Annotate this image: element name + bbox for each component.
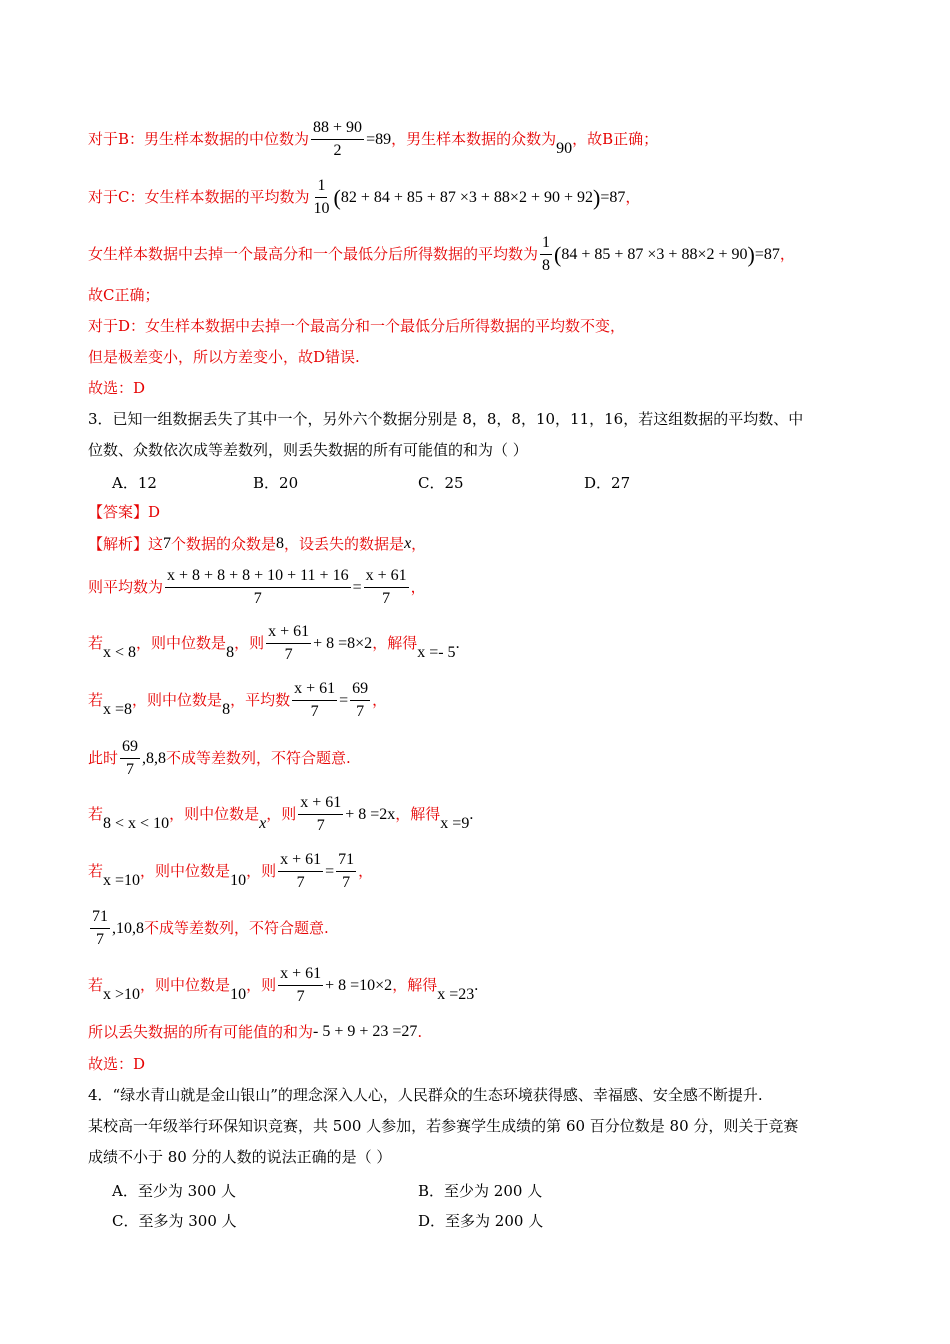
option-b-analysis — [88, 118, 658, 161]
equals-sign: = — [325, 862, 335, 880]
q4-option-b: B．至少为 200 人 — [418, 1182, 543, 1200]
denominator: 7 — [316, 817, 325, 834]
text: 这 — [148, 534, 164, 553]
text: ，解得 — [372, 634, 418, 653]
number: 8 — [276, 535, 285, 552]
text: 个数据的众数是 — [171, 534, 277, 553]
numerator: x + 61 — [364, 566, 409, 588]
q3-case-3 — [88, 793, 473, 836]
text: 若 — [88, 862, 104, 881]
denominator: 2 — [333, 142, 342, 159]
q2-choice: 故选：D — [88, 379, 146, 397]
fraction — [350, 679, 370, 722]
text: ，则中位数是 — [169, 805, 260, 824]
solution: x =- 5 — [417, 643, 456, 661]
numerator: x + 8 + 8 + 8 + 10 + 11 + 16 — [165, 566, 351, 588]
q3-analysis-intro — [88, 534, 426, 554]
text: ， — [411, 534, 427, 553]
mode-value: 90 — [556, 139, 573, 157]
text: ， — [410, 578, 426, 597]
denominator: 7 — [253, 590, 262, 607]
q3-option-a: A．12 — [112, 474, 157, 492]
condition: x =10 — [103, 871, 141, 889]
median: 10 — [230, 871, 247, 889]
denominator: 7 — [356, 703, 365, 720]
denominator: 7 — [296, 874, 305, 891]
solution: x =9 — [440, 814, 470, 832]
q3-case-4 — [88, 850, 373, 893]
equation-result: =87 — [754, 245, 780, 263]
text: ，则 — [234, 634, 265, 653]
text: 不成等差数列，不符合题意. — [144, 919, 329, 938]
fraction — [278, 964, 323, 1007]
q4-option-a: A．至少为 300 人 — [112, 1182, 236, 1200]
text: ， — [372, 691, 388, 710]
numerator: x + 61 — [292, 679, 337, 701]
text: 此时 — [88, 749, 119, 768]
q3-sum — [88, 1022, 422, 1042]
punctuation: . — [455, 634, 460, 652]
text: 对于C：女生样本数据的平均数为 — [88, 188, 310, 207]
expression: 84 + 85 + 87 ×3 + 88×2 + 90 — [561, 245, 748, 263]
numerator: 69 — [120, 737, 140, 759]
text: ，解得 — [395, 805, 441, 824]
equals-sign: = — [339, 691, 349, 709]
right-paren: ) — [593, 184, 601, 210]
median: x — [259, 814, 267, 832]
q3-case-2 — [88, 679, 387, 722]
text: ，则中位数是 — [136, 634, 227, 653]
option-c-conclusion: 故C正确； — [88, 286, 160, 304]
median: 10 — [230, 985, 247, 1003]
numerator: 1 — [540, 233, 552, 255]
denominator: 7 — [342, 874, 351, 891]
q3-case-4-check — [88, 907, 329, 950]
text: 若 — [88, 634, 104, 653]
q4-option-d: D．至多为 200 人 — [418, 1212, 544, 1230]
fraction — [90, 907, 110, 950]
option-c-analysis-2 — [88, 233, 795, 276]
numerator: 71 — [336, 850, 356, 872]
text: ，则 — [246, 976, 277, 995]
fraction — [311, 176, 331, 219]
denominator: 7 — [284, 646, 293, 663]
equals-sign: = — [352, 578, 362, 596]
option-c-analysis — [88, 176, 640, 219]
denominator: 7 — [126, 761, 135, 778]
denominator: 7 — [296, 988, 305, 1005]
fraction — [278, 850, 323, 893]
denominator: 8 — [542, 257, 551, 274]
numerator: x + 61 — [278, 850, 323, 872]
numerator: x + 61 — [298, 793, 343, 815]
variable: x — [404, 535, 412, 552]
numerator: 88 + 90 — [311, 118, 364, 140]
values: ,8,8 — [142, 749, 167, 767]
text: 所以丢失数据的所有可能值的和为 — [88, 1022, 314, 1041]
text: 不成等差数列，不符合题意. — [166, 749, 351, 768]
text: 女生样本数据中去掉一个最高分和一个最低分后所得数据的平均数为 — [88, 245, 539, 264]
q3-case-5 — [88, 964, 478, 1007]
left-paren: ( — [554, 241, 562, 267]
numerator: 69 — [350, 679, 370, 701]
denominator: 7 — [96, 931, 104, 948]
fraction — [540, 233, 552, 276]
text: 若 — [88, 691, 104, 710]
q4-stem-line3: 成绩不小于 80 分的人数的说法正确的是（ ） — [88, 1148, 392, 1166]
fraction — [298, 793, 343, 836]
text: ，平均数 — [230, 691, 291, 710]
fraction — [165, 566, 351, 609]
text: ，男生样本数据的众数为 — [391, 130, 557, 149]
numerator: 1 — [315, 176, 327, 198]
median: 8 — [226, 643, 235, 661]
sum-expression: - 5 + 9 + 23 =27 — [313, 1023, 418, 1040]
equation-result: =89 — [366, 130, 392, 148]
expression: 82 + 84 + 85 + 87 ×3 + 88×2 + 90 + 92 — [340, 188, 593, 206]
q3-case-1 — [88, 622, 460, 665]
text: ，则中位数是 — [132, 691, 223, 710]
text: ， — [358, 862, 374, 881]
condition: x =8 — [103, 700, 133, 718]
q4-stem-line1: 4．“绿水青山就是金山银山”的理念深入人心，人民群众的生态环境获得感、幸福感、安全感不断提升. — [88, 1086, 763, 1104]
text: ，则中位数是 — [140, 976, 231, 995]
punctuation: . — [474, 976, 479, 994]
equation-rhs: + 8 =8×2 — [313, 634, 373, 652]
text: ，故B正确； — [572, 130, 659, 149]
option-d-analysis: 对于D：女生样本数据中去掉一个最高分和一个最低分后所得数据的平均数不变， — [88, 317, 626, 335]
denominator: 10 — [313, 200, 330, 217]
q3-average — [88, 566, 426, 609]
right-paren: ) — [747, 241, 755, 267]
text: ， — [625, 188, 641, 207]
median: 8 — [222, 700, 231, 718]
fraction — [311, 118, 364, 161]
left-paren: ( — [333, 184, 341, 210]
denominator: 7 — [382, 590, 391, 607]
denominator: 7 — [310, 703, 319, 720]
q3-option-c: C．25 — [418, 474, 464, 492]
q4-option-c: C．至多为 300 人 — [112, 1212, 237, 1230]
equation-rhs: + 8 =2x — [345, 805, 396, 823]
q3-option-d: D．27 — [584, 474, 631, 492]
values: ,10,8 — [112, 919, 144, 937]
text: ，解得 — [392, 976, 438, 995]
punctuation: . — [469, 805, 474, 823]
q3-case-2-check — [88, 737, 351, 780]
fraction — [120, 737, 140, 780]
q3-choice: 故选：D — [88, 1055, 146, 1073]
analysis-label: 【解析】 — [88, 534, 149, 553]
text: ，则中位数是 — [140, 862, 231, 881]
text: 若 — [88, 976, 104, 995]
fraction — [336, 850, 356, 893]
condition: x < 8 — [103, 643, 137, 661]
text: ，则 — [246, 862, 277, 881]
q3-option-b: B．20 — [253, 474, 299, 492]
fraction — [364, 566, 409, 609]
equation-rhs: + 8 =10×2 — [325, 976, 393, 994]
equation-result: =87 — [600, 188, 626, 206]
text: 若 — [88, 805, 104, 824]
condition: 8 < x < 10 — [103, 814, 170, 832]
text: 对于B：男生样本数据的中位数为 — [88, 130, 310, 149]
numerator: x + 61 — [278, 964, 323, 986]
text: 则平均数为 — [88, 578, 164, 597]
q3-stem-line2: 位数、众数依次成等差数列，则丢失数据的所有可能值的和为（ ） — [88, 441, 528, 459]
fraction — [266, 622, 311, 665]
option-d-analysis-2: 但是极差变小，所以方差变小，故D错误. — [88, 348, 360, 366]
q3-answer: 【答案】D — [88, 503, 161, 521]
number: 7 — [163, 535, 172, 552]
q4-stem-line2: 某校高一年级举行环保知识竞赛，共 500 人参加，若参赛学生成绩的第 60 百分位数是 80 分，则关于竞赛 — [88, 1117, 799, 1135]
numerator: x + 61 — [266, 622, 311, 644]
fraction — [292, 679, 337, 722]
q3-stem-line1: 3．已知一组数据丢失了其中一个，另外六个数据分别是 8，8，8，10，11，16，若这组数据的平均数、中 — [88, 410, 804, 428]
text: ，则 — [266, 805, 297, 824]
text: ，设丢失的数据是 — [284, 534, 405, 553]
text: ， — [779, 245, 795, 264]
punctuation: . — [417, 1022, 423, 1041]
condition: x >10 — [103, 985, 141, 1003]
solution: x =23 — [437, 985, 475, 1003]
numerator: 71 — [90, 907, 110, 929]
